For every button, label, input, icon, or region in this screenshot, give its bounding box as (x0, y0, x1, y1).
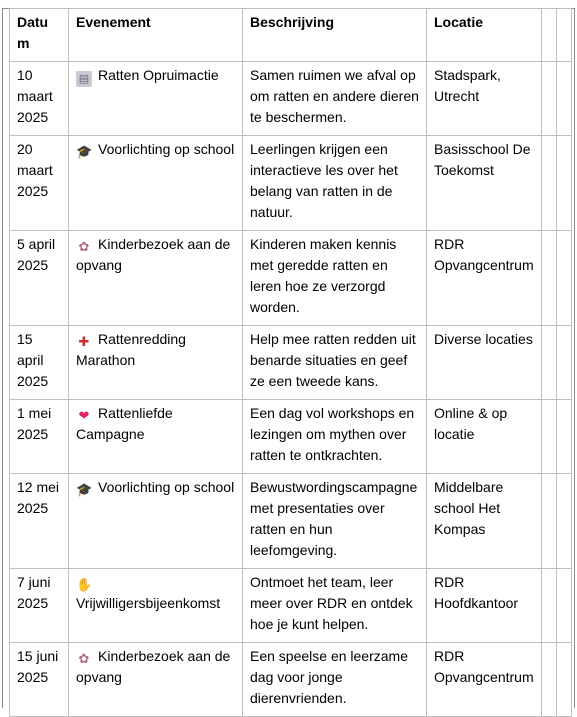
row-event (69, 231, 243, 326)
row-description: Leerlingen krijgen een interactieve les over het belang van ratten in de natuur. (243, 136, 427, 231)
row-extra-2 (557, 62, 572, 136)
row-date: 15 juni 2025 (10, 643, 69, 717)
table-row (10, 474, 572, 569)
row-date: 7 juni 2025 (10, 569, 69, 643)
row-event (69, 643, 243, 717)
row-extra-2 (557, 326, 572, 400)
handshake-icon: ✋ (76, 577, 93, 592)
row-location: RDR Opvangcentrum (427, 231, 542, 326)
row-description: Samen ruimen we afval op om ratten en andere dieren te beschermen. (243, 62, 427, 136)
graduation-cap-icon: 🎓 (76, 482, 93, 497)
row-date: 1 mei 2025 (10, 400, 69, 474)
row-extra-2 (557, 136, 572, 231)
mouse-face-icon: ✿ (78, 239, 90, 254)
row-date: 12 mei 2025 (10, 474, 69, 569)
row-extra-2 (557, 643, 572, 717)
row-event-title: Rattenliefde Campagne (76, 405, 173, 442)
header-description: Beschrijving (243, 9, 427, 62)
row-event (69, 569, 243, 643)
mouse-face-icon: ✿ (78, 651, 90, 666)
row-event-title: Ratten Opruimactie (98, 67, 219, 83)
row-date: 15 april 2025 (10, 326, 69, 400)
row-location: Online & op locatie (427, 400, 542, 474)
row-event-title: Voorlichting op school (98, 141, 235, 157)
table-row (10, 326, 572, 400)
row-extra-1 (542, 474, 557, 569)
header-extra-2 (557, 9, 572, 62)
row-extra-1 (542, 400, 557, 474)
row-extra-1 (542, 136, 557, 231)
header-extra-1 (542, 9, 557, 62)
row-extra-1 (542, 643, 557, 717)
table-row (10, 643, 572, 717)
row-date: 20 maart 2025 (10, 136, 69, 231)
row-location: RDR Opvangcentrum (427, 643, 542, 717)
header-date: Datu m (10, 9, 69, 62)
table-row (10, 569, 572, 643)
table-row (10, 400, 572, 474)
ambulance-icon: ✚ (78, 334, 90, 349)
header-event: Evenement (69, 9, 243, 62)
row-date: 5 april 2025 (10, 231, 69, 326)
header-location: Locatie (427, 9, 542, 62)
row-description: Ontmoet het team, leer meer over RDR en ontdek hoe je kunt helpen. (243, 569, 427, 643)
row-event-title: Vrijwilligersbijeenkomst (76, 595, 221, 611)
row-extra-1 (542, 62, 557, 136)
row-event (69, 136, 243, 231)
wastebasket-icon: ▤ (76, 71, 92, 87)
row-event (69, 326, 243, 400)
table-row (10, 136, 572, 231)
events-table (9, 8, 572, 717)
row-event (69, 62, 243, 136)
row-event (69, 400, 243, 474)
row-location: Stadspark, Utrecht (427, 62, 542, 136)
row-event (69, 474, 243, 569)
row-description: Een speelse en leerzame dag voor jonge dierenvrienden. (243, 643, 427, 717)
row-extra-1 (542, 326, 557, 400)
row-extra-2 (557, 400, 572, 474)
table-row (10, 231, 572, 326)
row-description: Kinderen maken kennis met geredde ratten en leren hoe ze verzorgd worden. (243, 231, 427, 326)
row-description: Help mee ratten redden uit benarde situaties en geef ze een tweede kans. (243, 326, 427, 400)
row-event-title: Kinderbezoek aan de opvang (76, 236, 231, 273)
row-extra-1 (542, 231, 557, 326)
row-location: Basisschool De Toekomst (427, 136, 542, 231)
row-extra-2 (557, 474, 572, 569)
graduation-cap-icon: 🎓 (76, 144, 93, 159)
row-location: Diverse locaties (427, 326, 542, 400)
row-event-title: Rattenredding Marathon (76, 331, 186, 368)
row-location: Middelbare school Het Kompas (427, 474, 542, 569)
row-extra-1 (542, 569, 557, 643)
row-location: RDR Hoofdkantoor (427, 569, 542, 643)
row-extra-2 (557, 231, 572, 326)
heart-icon: ❤ (78, 408, 90, 423)
row-description: Een dag vol workshops en lezingen om mythen over ratten te ontkrachten. (243, 400, 427, 474)
table-header-row (10, 9, 572, 62)
row-description: Bewustwordingscampagne met presentaties over ratten en hun leefomgeving. (243, 474, 427, 569)
row-date: 10 maart 2025 (10, 62, 69, 136)
row-event-title: Kinderbezoek aan de opvang (76, 648, 231, 685)
table-row (10, 62, 572, 136)
row-extra-2 (557, 569, 572, 643)
row-event-title: Voorlichting op school (98, 479, 235, 495)
